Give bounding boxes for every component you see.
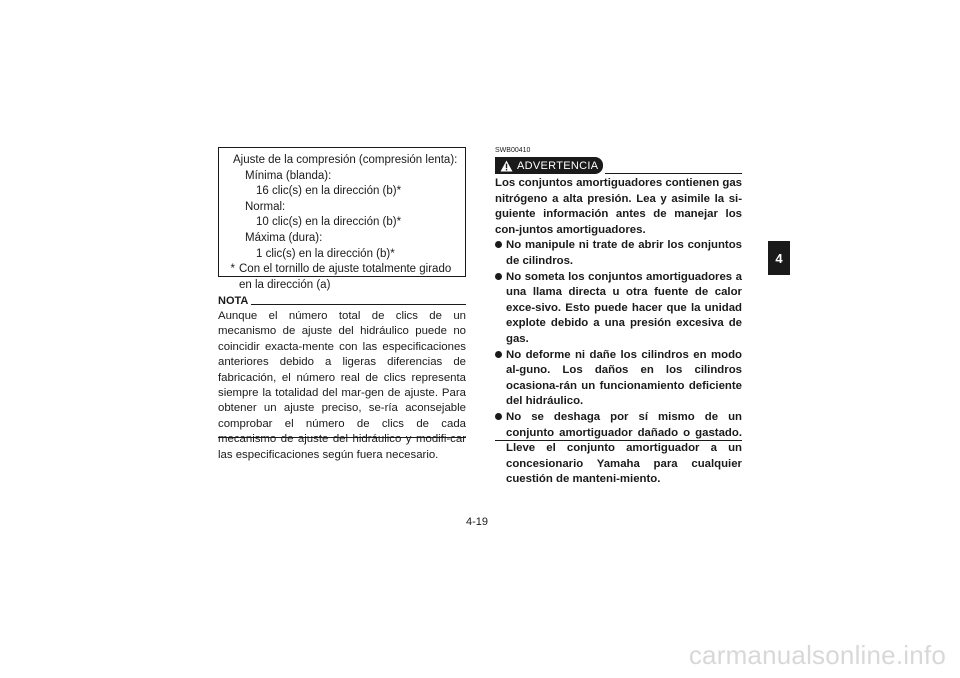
warning-badge-label: ADVERTENCIA: [517, 159, 599, 172]
spec-min-value: 16 clic(s) en la dirección (b)*: [256, 185, 402, 198]
warning-bullet-text: No se deshaga por sí mismo de un conjunto amortiguador dañado o gastado. Lleve el conjunto amortiguador a un concesionario Yamaha para cualquier cuestión de manteni-miento.: [506, 410, 742, 486]
nota-rule: [251, 304, 466, 305]
warning-intro: Los conjuntos amortiguadores contienen gas nitrógeno a alta presión. Lea y asimile la si-guiente información antes de manejar los con-juntos amortiguadores.: [495, 177, 742, 236]
warning-bullet: [495, 410, 742, 488]
warning-triangle-icon: [500, 160, 513, 172]
warning-bullet-text: No manipule ni trate de abrir los conjuntos de cilindros.: [506, 239, 742, 267]
warning-badge: [495, 157, 603, 174]
spec-title: Ajuste de la compresión (compresión lenta):: [233, 154, 458, 166]
footnote-text: Con el tornillo de ajuste totalmente girado en la dirección (a): [239, 263, 452, 291]
nota-bottom-divider: [218, 437, 466, 438]
warning-bullet: [495, 348, 742, 410]
nota-text: Aunque el número total de clics de un mecanismo de ajuste del hidráulico puede no coincidir exacta-mente con las especificaciones anteriores debido a ligeras diferencias de fabricación, el número real de clics representa siempre la totalidad del mar-gen de ajuste. Para obtener un ajuste preciso, se-ría aconsejable comprobar el número de clics de cada mecanismo de ajuste del hidráulico y modifi-car las especificaciones según fuera necesario.: [218, 310, 466, 461]
spec-normal-label: Normal:: [245, 200, 286, 213]
bullet-dot-icon: [495, 351, 502, 358]
footnote-mark: *: [230, 263, 235, 276]
spec-footnote: [223, 262, 461, 293]
warning-code: SWB00410: [495, 147, 531, 154]
bullet-dot-icon: [495, 241, 502, 248]
spec-max-label: Máxima (dura):: [245, 231, 323, 244]
spec-max-value: 1 clic(s) en la dirección (b)*: [256, 247, 395, 260]
bullet-dot-icon: [495, 273, 502, 280]
warning-body: [495, 176, 742, 488]
warning-bullet-text: No deforme ni dañe los cilindros en modo al-guno. Los daños en los cilindros ocasiona-rán un funcionamiento deficiente del hidráulico.: [506, 348, 742, 408]
warning-bullet: [495, 238, 742, 269]
specification-box: [218, 147, 466, 291]
spec-min-label: Mínima (blanda):: [245, 169, 332, 182]
warning-rule: [605, 173, 742, 174]
page-number: 4-19: [466, 516, 489, 528]
warning-bullet-text: No someta los conjuntos amortiguadores a una llama directa u otra fuente de calor exce-sivo. Esto puede hacer que la unidad explote debido a una presión excesiva de gas.: [506, 270, 742, 345]
bullet-dot-icon: [495, 413, 502, 420]
warning-bullet: [495, 270, 742, 348]
watermark: carmanualsonline.info: [688, 640, 946, 670]
nota-label: NOTA: [218, 295, 249, 307]
warning-heading: [495, 157, 742, 174]
nota-heading: [218, 295, 466, 307]
warning-bottom-divider: [495, 440, 742, 441]
spec-normal-value: 10 clic(s) en la dirección (b)*: [256, 216, 402, 229]
chapter-tab: 4: [768, 241, 790, 275]
